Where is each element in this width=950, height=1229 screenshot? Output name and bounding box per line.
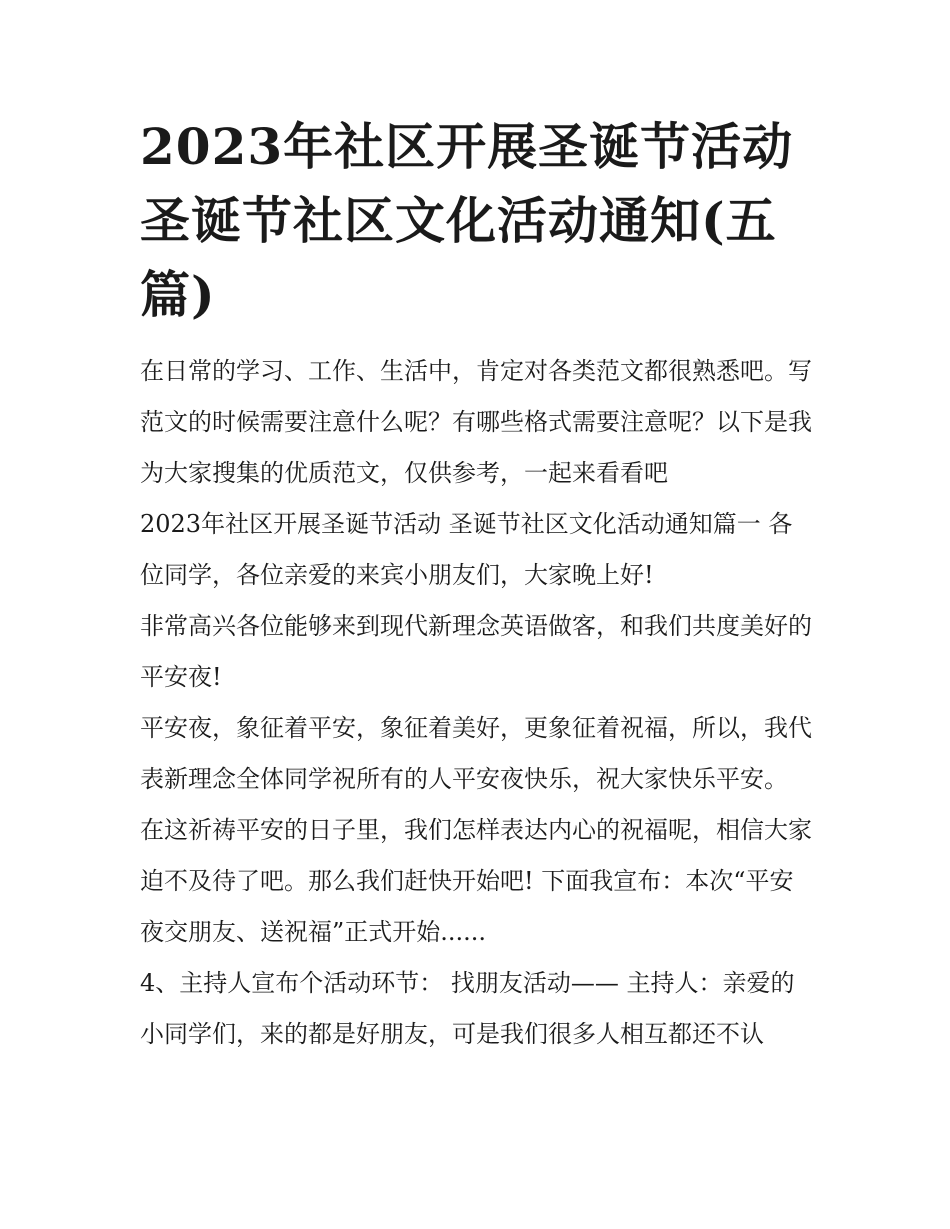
title-line-2: 圣诞节社区文化活动通知(五 [140,191,777,250]
paragraph-intro: 在日常的学习、工作、生活中，肯定对各类范文都很熟悉吧。写范文的时候需要注意什么呢？有哪些格式需要注意呢？以下是我为大家搜集的优质范文，仅供参考，一起来看看吧 [140,357,812,487]
paragraph-activity: 4、主持人宣布个活动环节： 找朋友活动—— 主持人：亲爱的小同学们，来的都是好朋友，可是我们很多人相互都还不认 [140,969,795,1048]
title-line-3: 篇) [140,265,216,324]
paragraph-greeting: 2023年社区开展圣诞节活动 圣诞节社区文化活动通知篇一 各位同学，各位亲爱的来宾小朋友们，大家晚上好! [140,510,793,589]
paragraph-announcement: 在这祈祷平安的日子里，我们怎样表达内心的祝福呢，相信大家迫不及待了吧。那么我们赶快开始吧! 下面我宣布：本次“平安夜交朋友、送祝福”正式开始...... [140,816,812,946]
paragraph-welcome: 非常高兴各位能够来到现代新理念英语做客，和我们共度美好的平安夜! [140,612,812,691]
document-content [140,110,816,1060]
paragraph-blessing: 平安夜，象征着平安，象征着美好，更象征着祝福，所以，我代表新理念全体同学祝所有的人平安夜快乐，祝大家快乐平安。 [140,714,812,793]
document-title [140,110,816,332]
title-line-1: 2023年社区开展圣诞节活动 [140,117,794,176]
